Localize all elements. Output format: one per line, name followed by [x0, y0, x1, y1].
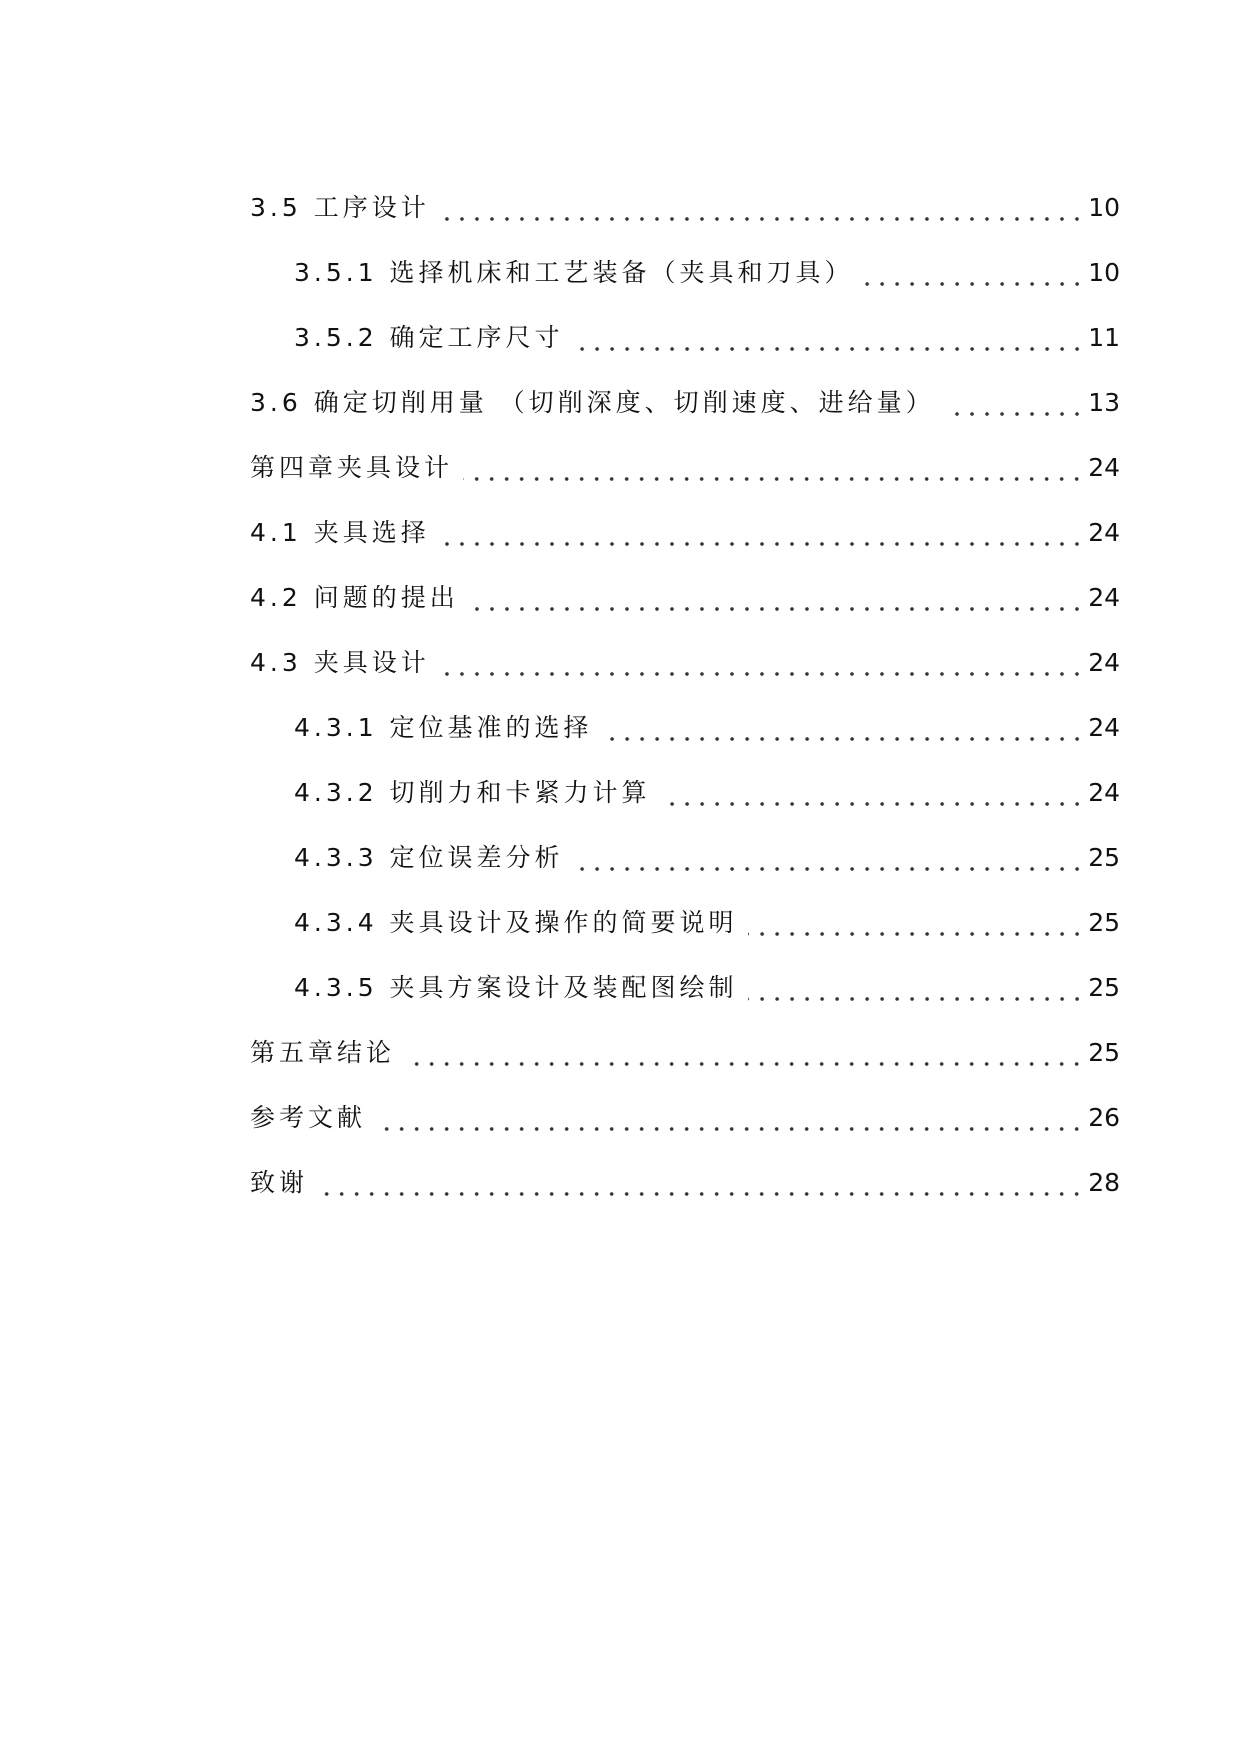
toc-page-number: 10 [1088, 258, 1120, 287]
toc-entry[interactable] [250, 905, 1120, 970]
toc-dot-leader [748, 970, 1085, 1006]
toc-entry-title: 4.3.3 定位误差分析 [294, 843, 564, 872]
toc-dot-leader [440, 645, 1084, 681]
toc-page-number: 24 [1088, 778, 1120, 807]
toc-page-number: 10 [1088, 193, 1120, 222]
toc-dot-leader [945, 385, 1085, 421]
toc-page-number: 13 [1088, 388, 1120, 417]
toc-entry[interactable] [250, 190, 1120, 255]
toc-entry-title: 致谢 [250, 1168, 309, 1197]
toc-dot-leader [463, 450, 1084, 486]
toc-dot-leader [661, 775, 1085, 811]
toc-page-number: 26 [1088, 1103, 1120, 1132]
toc-page-number: 25 [1088, 908, 1120, 937]
toc-dot-leader [574, 840, 1085, 876]
toc-dot-leader [376, 1100, 1084, 1136]
toc-page-number: 25 [1088, 843, 1120, 872]
toc-entry-title: 4.1 夹具选择 [250, 518, 430, 547]
toc-dot-leader [405, 1035, 1084, 1071]
toc-dot-leader [440, 190, 1084, 226]
toc-entry-title: 3.5.2 确定工序尺寸 [294, 323, 564, 352]
toc-entry-title: 3.5.1 选择机床和工艺装备（夹具和刀具） [294, 258, 854, 287]
toc-page-number: 24 [1088, 713, 1120, 742]
toc-dot-leader [574, 320, 1085, 356]
toc-dot-leader [603, 710, 1085, 746]
toc-entry[interactable] [250, 970, 1120, 1035]
toc-entry-title: 4.3.5 夹具方案设计及装配图绘制 [294, 973, 738, 1002]
toc-dot-leader [318, 1165, 1084, 1201]
toc-entry-title: 参考文献 [250, 1103, 367, 1132]
toc-entry[interactable] [250, 515, 1120, 580]
toc-entry-title: 3.5 工序设计 [250, 193, 430, 222]
toc-dot-leader [748, 905, 1085, 941]
toc-page-number: 24 [1088, 453, 1120, 482]
toc-entry[interactable] [250, 840, 1120, 905]
toc-entry-title: 3.6 确定切削用量 （切削深度、切削速度、进给量） [250, 388, 935, 417]
toc-entry-title: 第四章夹具设计 [250, 453, 454, 482]
toc-entry[interactable] [250, 580, 1120, 645]
toc-entry-title: 4.2 问题的提出 [250, 583, 459, 612]
toc-page-number: 25 [1088, 1038, 1120, 1067]
toc-page-number: 24 [1088, 583, 1120, 612]
toc-dot-leader [469, 580, 1084, 616]
toc-entry[interactable] [250, 710, 1120, 775]
toc-page-number: 25 [1088, 973, 1120, 1002]
toc-page-number: 24 [1088, 518, 1120, 547]
toc-page-number: 24 [1088, 648, 1120, 677]
toc-entry-title: 4.3.4 夹具设计及操作的简要说明 [294, 908, 738, 937]
toc-entry[interactable] [250, 1035, 1120, 1100]
toc-entry[interactable] [250, 320, 1120, 385]
toc-entry[interactable] [250, 385, 1120, 450]
toc-entry[interactable] [250, 255, 1120, 320]
toc-entry[interactable] [250, 775, 1120, 840]
toc-page-number: 11 [1088, 323, 1120, 352]
toc-entry[interactable] [250, 1100, 1120, 1165]
toc-entry-title: 4.3 夹具设计 [250, 648, 430, 677]
toc-entry[interactable] [250, 645, 1120, 710]
toc-entry-title: 4.3.1 定位基准的选择 [294, 713, 593, 742]
toc-entry[interactable] [250, 1165, 1120, 1230]
toc-entry[interactable] [250, 450, 1120, 515]
table-of-contents [250, 190, 1120, 1230]
toc-dot-leader [864, 255, 1085, 291]
toc-page-number: 28 [1088, 1168, 1120, 1197]
toc-entry-title: 第五章结论 [250, 1038, 396, 1067]
toc-entry-title: 4.3.2 切削力和卡紧力计算 [294, 778, 651, 807]
toc-dot-leader [440, 515, 1084, 551]
